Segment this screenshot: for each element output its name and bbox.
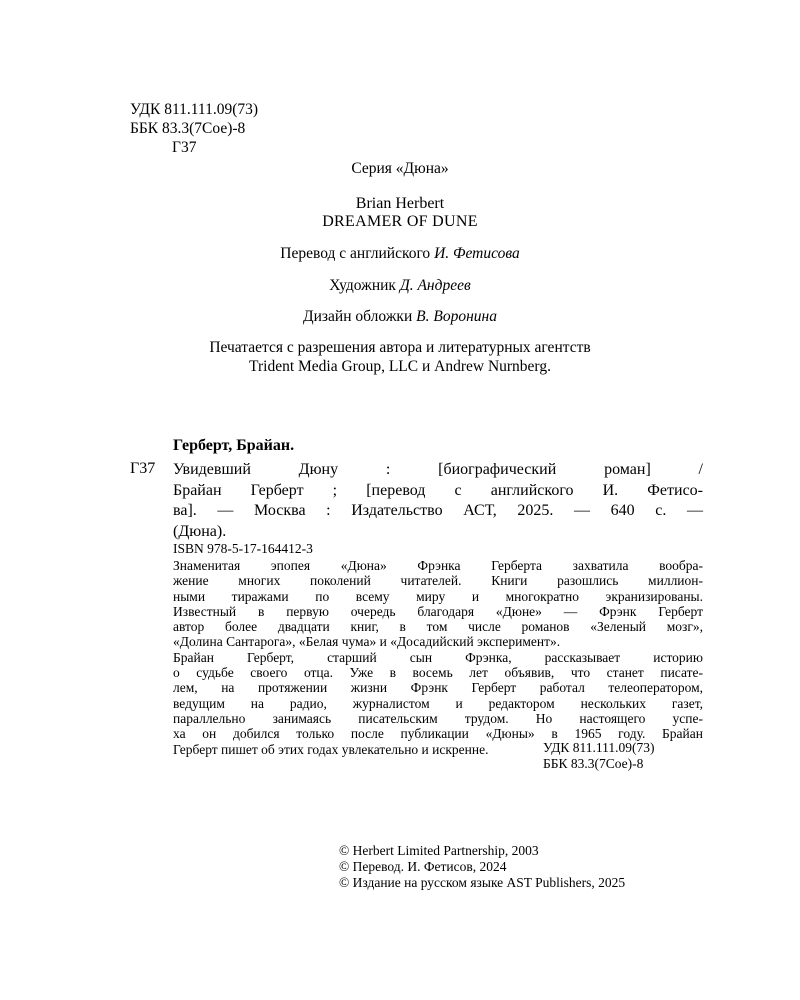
record-line: ва]. — Москва : Издательство АСТ, 2025. — 640 с. — — [173, 502, 703, 519]
original-title: DREAMER OF DUNE — [322, 213, 478, 230]
abstract-line: Брайан Герберт, старший сын Фрэнка, рассказывает историю — [173, 649, 703, 665]
translator-name: И. Фетисова — [434, 245, 520, 262]
permission-line-2: Trident Media Group, LLC и Andrew Nurnberg. — [249, 358, 551, 375]
isbn: ISBN 978-5-17-164412-3 — [173, 541, 313, 556]
copyright-line-3: © Издание на русском языке AST Publishers, 2025 — [339, 875, 626, 890]
copyright-notices — [339, 843, 625, 891]
abstract — [173, 558, 703, 757]
abstract-line: ха он добился только после публикации «Дюны» в 1965 году. Брайан — [173, 726, 703, 742]
abstract-line: Герберт пишет об этих годах увлекательно и искренне. — [173, 741, 489, 757]
translation-credit — [0, 245, 800, 263]
abstract-line: автор более двадцати книг, в том числе романов «Зеленый мозг», — [173, 619, 703, 635]
record-heading: Герберт, Брайан. — [173, 437, 295, 454]
udk-code: УДК 811.111.09(73) — [130, 101, 259, 118]
author-mark: Г37 — [172, 139, 197, 156]
record-line: (Дюна). — [173, 522, 227, 540]
permission-notice — [0, 338, 800, 376]
bbk-code-end: ББК 83.3(7Сое)-8 — [543, 756, 644, 771]
abstract-line: Известный в первую очередь благодаря «Дюне» — Фрэнк Герберт — [173, 603, 703, 619]
copyright-line-1: © Herbert Limited Partnership, 2003 — [339, 843, 539, 858]
design-credit — [0, 308, 800, 326]
abstract-line: Знаменитая эпопея «Дюна» Фрэнка Герберта захватила вообра- — [173, 558, 703, 573]
record-line: Брайан Герберт ; [перевод с английского И. Фетисо- — [173, 481, 703, 499]
permission-line-1: Печатается с разрешения автора и литературных агентств — [209, 339, 591, 356]
original-author: Brian Herbert — [355, 195, 445, 212]
abstract-line: ными тиражами по всему миру и многократно экранизированы. — [173, 588, 703, 604]
artist-credit — [0, 277, 800, 295]
abstract-line: параллельно занимаясь писательским трудом. Но настоящего успе- — [173, 710, 703, 726]
abstract-line: ведущим на радио, журналистом и редактором нескольких газет, — [173, 695, 703, 711]
catalog-codes-end — [543, 740, 655, 772]
design-label: Дизайн обложки — [303, 308, 413, 325]
record-line: Увидевший Дюну : [биографический роман] / — [173, 461, 703, 478]
abstract-line: жение многих поколений читателей. Книги разошлись миллион- — [173, 573, 703, 589]
abstract-line: «Долина Сантарога», «Белая чума» и «Досадийский эксперимент». — [173, 634, 561, 650]
udk-code-end: УДК 811.111.09(73) — [543, 740, 655, 755]
designer-name: В. Воронина — [416, 308, 497, 325]
abstract-line: о судьбе своего отца. Уже в восемь лет объявив, что станет писате- — [173, 665, 703, 681]
translation-label: Перевод с английского — [280, 245, 431, 262]
copyright-line-2: © Перевод. И. Фетисов, 2024 — [339, 859, 507, 874]
record-author-mark: Г37 — [130, 460, 156, 477]
abstract-line: лем, на протяжении жизни Фрэнк Герберт работал телеоператором, — [173, 680, 703, 696]
artist-name: Д. Андреев — [399, 277, 471, 294]
series-line: Серия «Дюна» — [351, 160, 449, 177]
catalog-codes — [130, 100, 258, 157]
bbk-code: ББК 83.3(7Сое)-8 — [130, 120, 246, 137]
artist-label: Художник — [329, 277, 396, 294]
bibliographic-record — [173, 460, 703, 542]
